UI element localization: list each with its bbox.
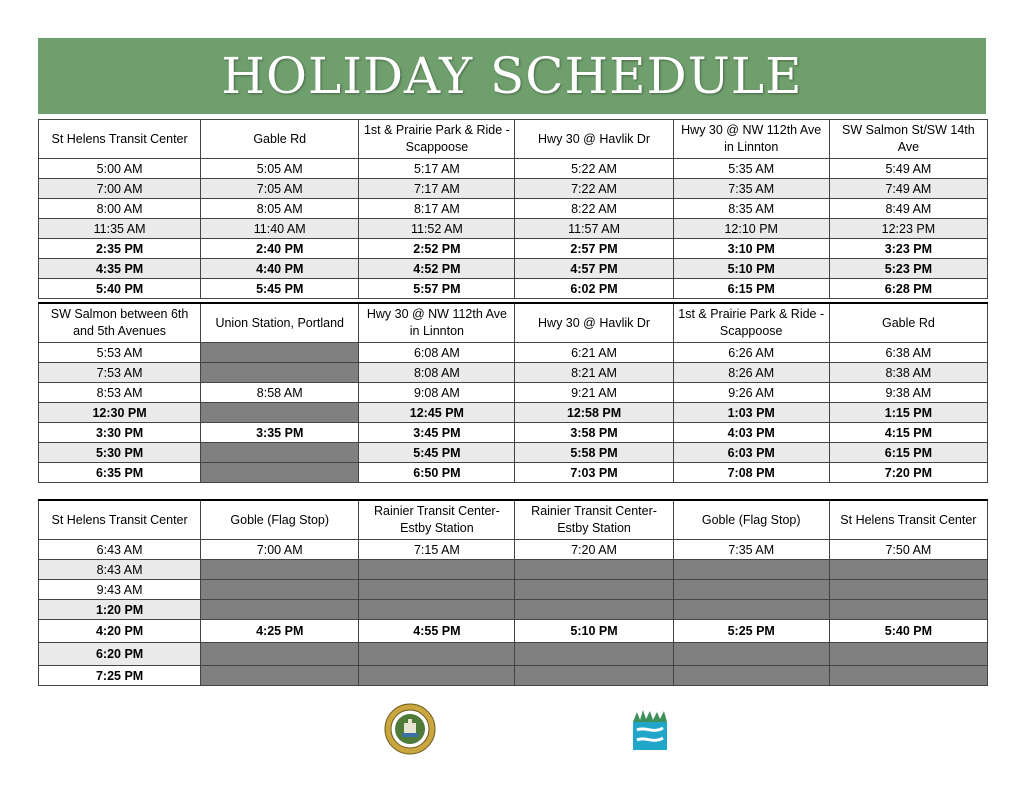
time-cell: 6:35 PM: [39, 463, 201, 483]
columbia-county-seal-icon: [384, 703, 436, 755]
time-cell: 7:05 AM: [201, 179, 359, 199]
time-cell: 6:15 PM: [673, 279, 829, 299]
table-row: [39, 463, 988, 483]
time-cell: 5:45 PM: [201, 279, 359, 299]
column-header-1st-prairie-park-ride-scappoose: 1st & Prairie Park & Ride - Scappoose: [673, 303, 829, 343]
table-row: [39, 239, 988, 259]
time-cell: 2:35 PM: [39, 239, 201, 259]
time-cell: 3:23 PM: [829, 239, 987, 259]
time-cell: 5:25 PM: [673, 620, 829, 643]
time-cell: 5:05 AM: [201, 159, 359, 179]
column-header-rainier-transit-center-estby-station: Rainier Transit Center-Estby Station: [359, 500, 515, 540]
time-cell: 8:21 AM: [515, 363, 673, 383]
time-cell: 6:50 PM: [359, 463, 515, 483]
no-service-cell: [829, 600, 987, 620]
no-service-cell: [515, 643, 673, 666]
no-service-cell: [201, 666, 359, 686]
time-cell: 4:52 PM: [359, 259, 515, 279]
table-row: [39, 363, 988, 383]
no-service-cell: [359, 600, 515, 620]
table-row: [39, 343, 988, 363]
column-header-st-helens-transit-center: St Helens Transit Center: [829, 500, 987, 540]
time-cell: 11:35 AM: [39, 219, 201, 239]
no-service-cell: [829, 666, 987, 686]
no-service-cell: [201, 463, 359, 483]
no-service-cell: [515, 666, 673, 686]
no-service-cell: [829, 643, 987, 666]
no-service-cell: [673, 600, 829, 620]
column-header-sw-salmon-st-sw-14th-ave: SW Salmon St/SW 14th Ave: [829, 120, 987, 159]
table-row: [39, 219, 988, 239]
column-header-union-station-portland: Union Station, Portland: [201, 303, 359, 343]
time-cell: 9:26 AM: [673, 383, 829, 403]
no-service-cell: [515, 560, 673, 580]
time-cell: 5:22 AM: [515, 159, 673, 179]
time-cell: 6:38 AM: [829, 343, 987, 363]
table-row: [39, 423, 988, 443]
time-cell: 6:20 PM: [39, 643, 201, 666]
time-cell: 4:15 PM: [829, 423, 987, 443]
time-cell: 5:40 PM: [39, 279, 201, 299]
time-cell: 12:23 PM: [829, 219, 987, 239]
column-header-gable-rd: Gable Rd: [201, 120, 359, 159]
time-cell: 7:50 AM: [829, 540, 987, 560]
time-cell: 5:45 PM: [359, 443, 515, 463]
time-cell: 6:28 PM: [829, 279, 987, 299]
no-service-cell: [359, 580, 515, 600]
title-banner: [38, 38, 986, 114]
time-cell: 5:17 AM: [359, 159, 515, 179]
column-header-sw-salmon-between-6th-and-5th-avenues: SW Salmon between 6th and 5th Avenues: [39, 303, 201, 343]
schedule-table-northbound: [38, 119, 988, 299]
time-cell: 5:23 PM: [829, 259, 987, 279]
time-cell: 5:49 AM: [829, 159, 987, 179]
time-cell: 5:35 AM: [673, 159, 829, 179]
time-cell: 9:21 AM: [515, 383, 673, 403]
time-cell: 3:45 PM: [359, 423, 515, 443]
schedule-table-southbound: [38, 302, 988, 483]
time-cell: 5:40 PM: [829, 620, 987, 643]
time-cell: 8:35 AM: [673, 199, 829, 219]
column-header-st-helens-transit-center: St Helens Transit Center: [39, 120, 201, 159]
time-cell: 9:08 AM: [359, 383, 515, 403]
time-cell: 8:43 AM: [39, 560, 201, 580]
time-cell: 4:20 PM: [39, 620, 201, 643]
time-cell: 2:40 PM: [201, 239, 359, 259]
time-cell: 8:05 AM: [201, 199, 359, 219]
no-service-cell: [673, 666, 829, 686]
time-cell: 11:40 AM: [201, 219, 359, 239]
time-cell: 9:38 AM: [829, 383, 987, 403]
time-cell: 6:26 AM: [673, 343, 829, 363]
time-cell: 8:38 AM: [829, 363, 987, 383]
no-service-cell: [359, 666, 515, 686]
time-cell: 8:53 AM: [39, 383, 201, 403]
table-row: [39, 560, 988, 580]
no-service-cell: [673, 643, 829, 666]
no-service-cell: [515, 580, 673, 600]
time-cell: 12:58 PM: [515, 403, 673, 423]
table-row: [39, 259, 988, 279]
table-row: [39, 666, 988, 686]
column-header-1st-prairie-park-ride-scappoose: 1st & Prairie Park & Ride - Scappoose: [359, 120, 515, 159]
no-service-cell: [201, 443, 359, 463]
table-row: [39, 620, 988, 643]
no-service-cell: [829, 560, 987, 580]
time-cell: 4:25 PM: [201, 620, 359, 643]
no-service-cell: [201, 560, 359, 580]
time-cell: 11:57 AM: [515, 219, 673, 239]
time-cell: 5:00 AM: [39, 159, 201, 179]
time-cell: 3:35 PM: [201, 423, 359, 443]
no-service-cell: [201, 600, 359, 620]
no-service-cell: [515, 600, 673, 620]
column-header-hwy-30-havlik-dr: Hwy 30 @ Havlik Dr: [515, 303, 673, 343]
header-row: [39, 500, 988, 540]
no-service-cell: [673, 560, 829, 580]
time-cell: 5:57 PM: [359, 279, 515, 299]
no-service-cell: [201, 403, 359, 423]
time-cell: 7:35 AM: [673, 540, 829, 560]
column-header-gable-rd: Gable Rd: [829, 303, 987, 343]
time-cell: 3:58 PM: [515, 423, 673, 443]
column-header-hwy-30-nw-112th-ave-in-linnton: Hwy 30 @ NW 112th Ave in Linnton: [359, 303, 515, 343]
transit-logo-icon: [631, 708, 669, 752]
time-cell: 8:26 AM: [673, 363, 829, 383]
time-cell: 12:45 PM: [359, 403, 515, 423]
time-cell: 8:17 AM: [359, 199, 515, 219]
time-cell: 7:00 AM: [201, 540, 359, 560]
time-cell: 8:58 AM: [201, 383, 359, 403]
time-cell: 12:10 PM: [673, 219, 829, 239]
time-cell: 3:30 PM: [39, 423, 201, 443]
table-row: [39, 580, 988, 600]
time-cell: 5:30 PM: [39, 443, 201, 463]
time-cell: 6:03 PM: [673, 443, 829, 463]
time-cell: 1:15 PM: [829, 403, 987, 423]
time-cell: 9:43 AM: [39, 580, 201, 600]
time-cell: 5:10 PM: [515, 620, 673, 643]
table-row: [39, 199, 988, 219]
no-service-cell: [201, 643, 359, 666]
time-cell: 3:10 PM: [673, 239, 829, 259]
column-header-st-helens-transit-center: St Helens Transit Center: [39, 500, 201, 540]
time-cell: 7:20 PM: [829, 463, 987, 483]
time-cell: 7:35 AM: [673, 179, 829, 199]
column-header-rainier-transit-center-estby-station: Rainier Transit Center-Estby Station: [515, 500, 673, 540]
schedule-table-rainier: [38, 499, 988, 686]
time-cell: 7:20 AM: [515, 540, 673, 560]
time-cell: 4:35 PM: [39, 259, 201, 279]
table-row: [39, 403, 988, 423]
time-cell: 8:00 AM: [39, 199, 201, 219]
no-service-cell: [829, 580, 987, 600]
time-cell: 6:15 PM: [829, 443, 987, 463]
no-service-cell: [673, 580, 829, 600]
time-cell: 7:53 AM: [39, 363, 201, 383]
time-cell: 12:30 PM: [39, 403, 201, 423]
time-cell: 5:10 PM: [673, 259, 829, 279]
table-row: [39, 159, 988, 179]
no-service-cell: [201, 343, 359, 363]
time-cell: 6:02 PM: [515, 279, 673, 299]
column-header-goble-flag-stop: Goble (Flag Stop): [673, 500, 829, 540]
time-cell: 1:20 PM: [39, 600, 201, 620]
time-cell: 6:43 AM: [39, 540, 201, 560]
table-row: [39, 383, 988, 403]
table-row: [39, 443, 988, 463]
table-row: [39, 643, 988, 666]
table-row: [39, 600, 988, 620]
time-cell: 7:08 PM: [673, 463, 829, 483]
column-header-hwy-30-nw-112th-ave-in-linnton: Hwy 30 @ NW 112th Ave in Linnton: [673, 120, 829, 159]
time-cell: 7:25 PM: [39, 666, 201, 686]
time-cell: 4:57 PM: [515, 259, 673, 279]
column-header-goble-flag-stop: Goble (Flag Stop): [201, 500, 359, 540]
time-cell: 7:22 AM: [515, 179, 673, 199]
page-title: HOLIDAY SCHEDULE: [221, 47, 803, 105]
time-cell: 7:15 AM: [359, 540, 515, 560]
time-cell: 4:03 PM: [673, 423, 829, 443]
table-row: [39, 540, 988, 560]
time-cell: 5:53 AM: [39, 343, 201, 363]
time-cell: 4:55 PM: [359, 620, 515, 643]
time-cell: 1:03 PM: [673, 403, 829, 423]
time-cell: 2:57 PM: [515, 239, 673, 259]
time-cell: 5:58 PM: [515, 443, 673, 463]
header-row: [39, 120, 988, 159]
time-cell: 6:08 AM: [359, 343, 515, 363]
time-cell: 11:52 AM: [359, 219, 515, 239]
time-cell: 8:22 AM: [515, 199, 673, 219]
table-row: [39, 279, 988, 299]
time-cell: 7:49 AM: [829, 179, 987, 199]
header-row: [39, 303, 988, 343]
time-cell: 8:49 AM: [829, 199, 987, 219]
no-service-cell: [201, 580, 359, 600]
time-cell: 7:00 AM: [39, 179, 201, 199]
time-cell: 2:52 PM: [359, 239, 515, 259]
no-service-cell: [359, 643, 515, 666]
table-row: [39, 179, 988, 199]
time-cell: 7:17 AM: [359, 179, 515, 199]
time-cell: 6:21 AM: [515, 343, 673, 363]
time-cell: 7:03 PM: [515, 463, 673, 483]
time-cell: 4:40 PM: [201, 259, 359, 279]
time-cell: 8:08 AM: [359, 363, 515, 383]
no-service-cell: [201, 363, 359, 383]
column-header-hwy-30-havlik-dr: Hwy 30 @ Havlik Dr: [515, 120, 673, 159]
no-service-cell: [359, 560, 515, 580]
